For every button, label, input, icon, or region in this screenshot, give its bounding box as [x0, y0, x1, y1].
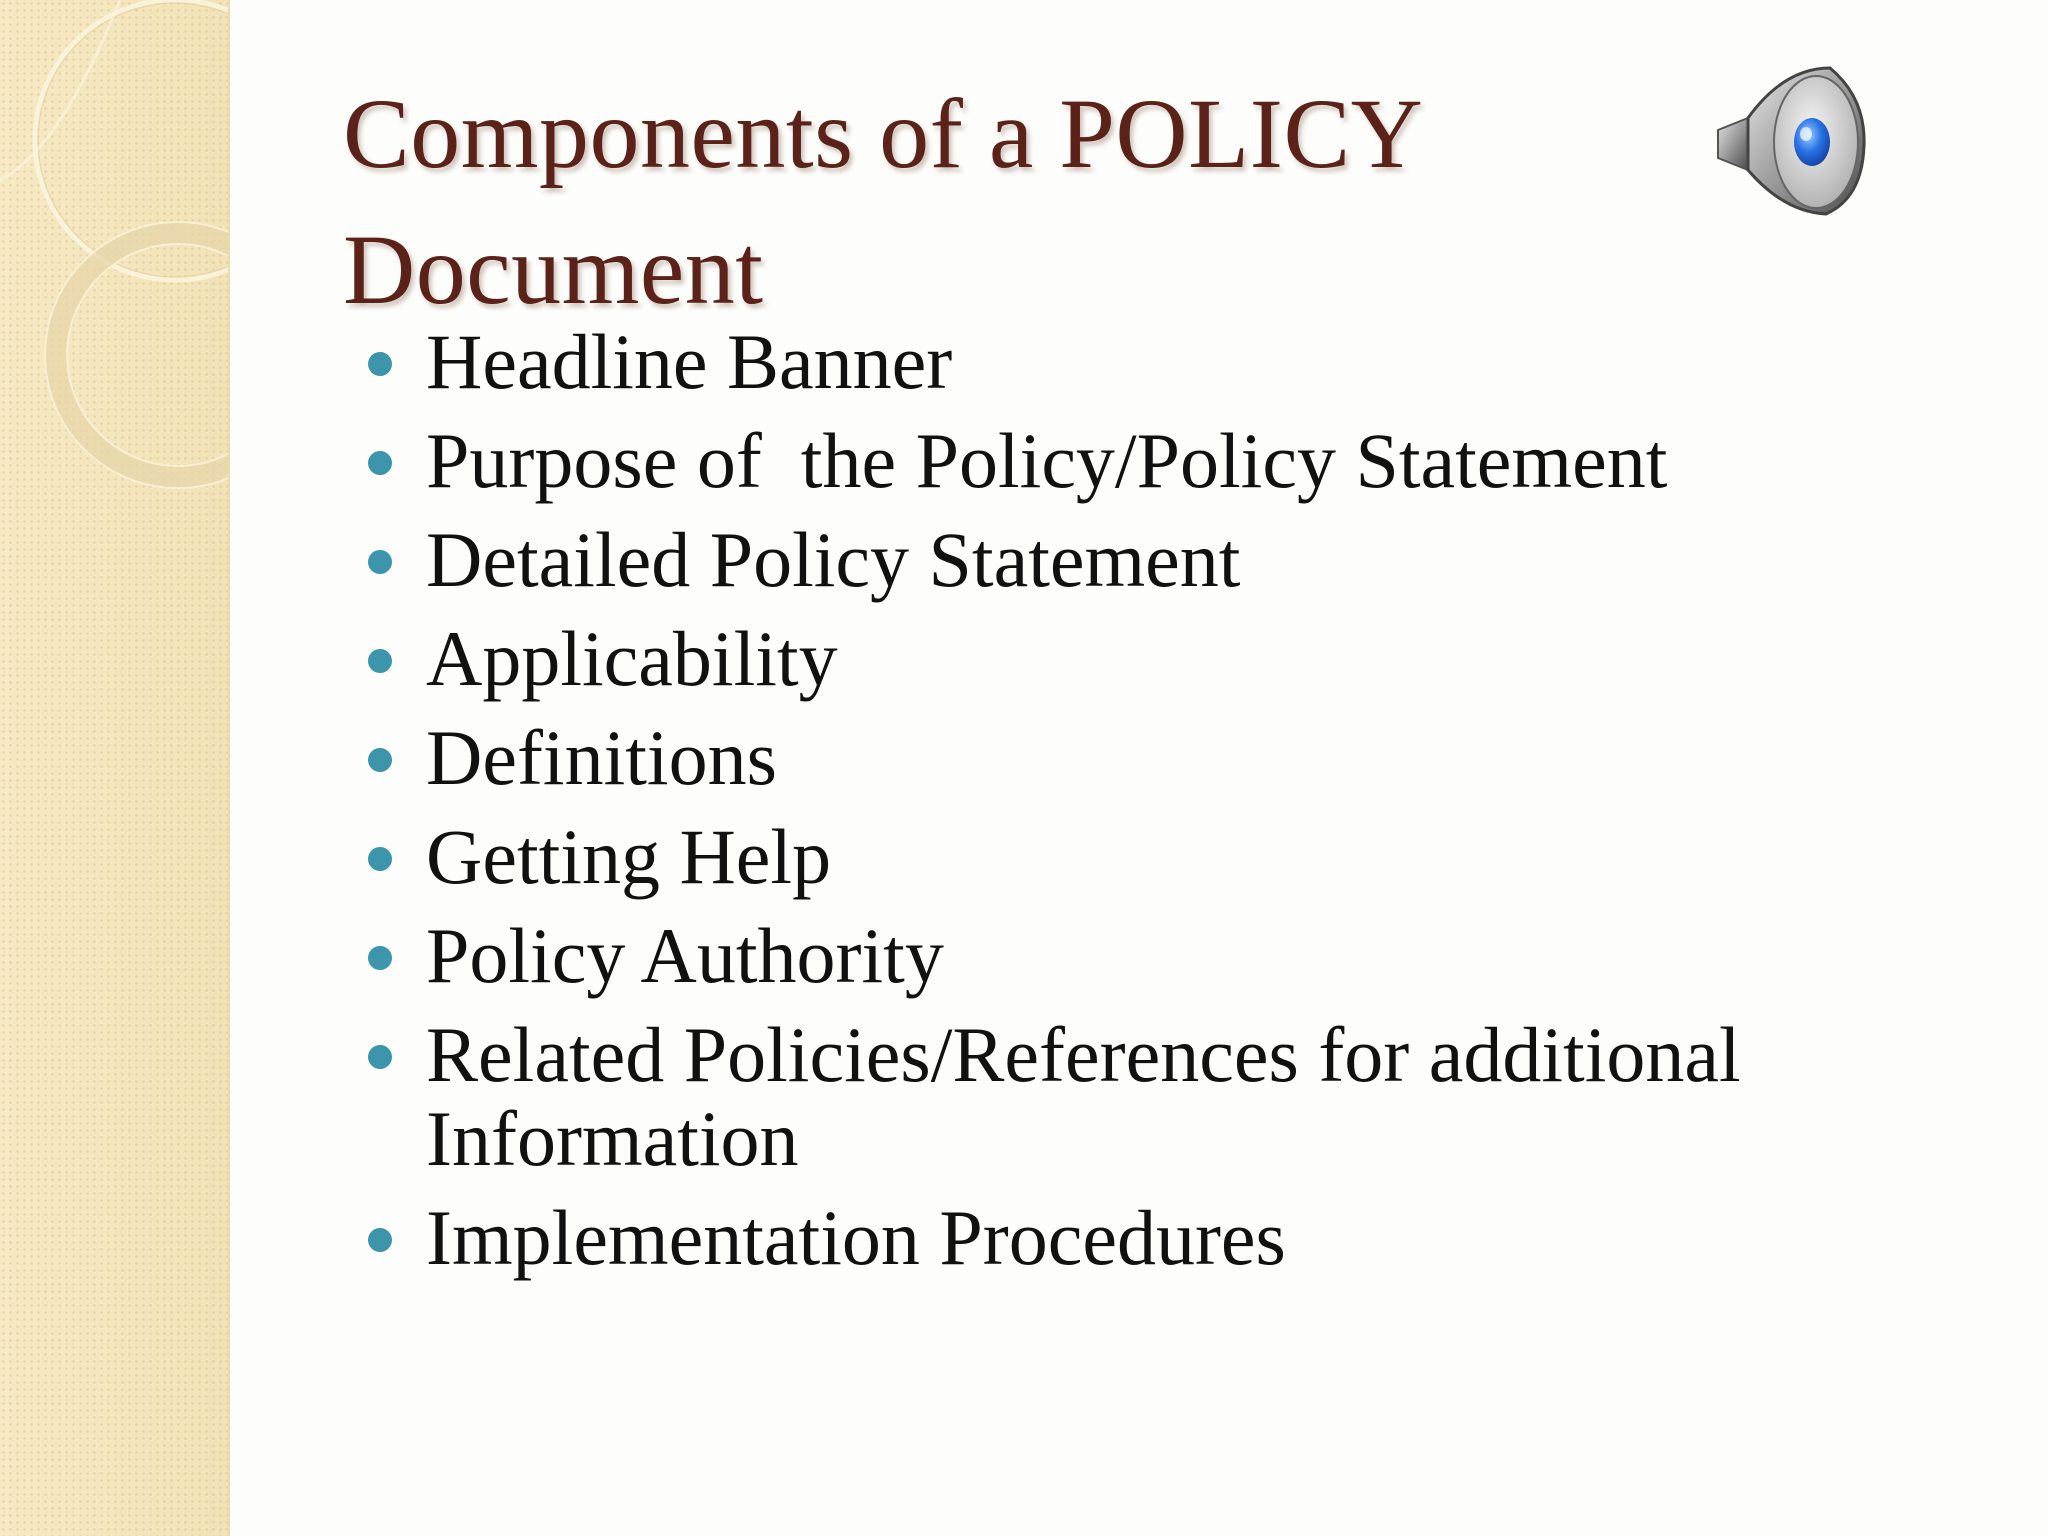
list-item — [358, 1013, 1878, 1181]
bullet-icon — [368, 847, 392, 871]
list-item-text: Policy Authority — [426, 912, 944, 999]
speaker-icon[interactable] — [1704, 58, 1868, 222]
bullet-icon — [368, 649, 392, 673]
bullet-icon — [368, 1045, 392, 1069]
list-item-text: Headline Banner — [426, 318, 953, 405]
list-item — [358, 518, 1878, 602]
list-item-text: Getting Help — [426, 813, 832, 900]
list-item-text: Implementation Procedures — [426, 1194, 1286, 1281]
list-item — [358, 1196, 1878, 1280]
list-item — [358, 716, 1878, 800]
list-item-text: Applicability — [426, 615, 838, 702]
bullet-icon — [368, 748, 392, 772]
list-item-text: Related Policies/References for additional Information — [426, 1011, 1741, 1182]
list-item — [358, 320, 1878, 404]
bullet-icon — [368, 550, 392, 574]
list-item — [358, 617, 1878, 701]
list-item-text: Definitions — [426, 714, 777, 801]
bullet-icon — [368, 946, 392, 970]
decorative-sidebar — [0, 0, 230, 1536]
list-item — [358, 815, 1878, 899]
bullet-icon — [368, 1228, 392, 1252]
list-item-text: Detailed Policy Statement — [426, 516, 1241, 603]
list-item-text: Purpose of the Policy/Policy Statement — [426, 417, 1668, 504]
bullet-icon — [368, 451, 392, 475]
list-item — [358, 914, 1878, 998]
decorative-circles — [0, 0, 228, 520]
bullet-icon — [368, 352, 392, 376]
slide-title: Components of a POLICY Document — [343, 78, 1420, 325]
bullet-list — [358, 320, 1878, 1295]
list-item — [358, 419, 1878, 503]
